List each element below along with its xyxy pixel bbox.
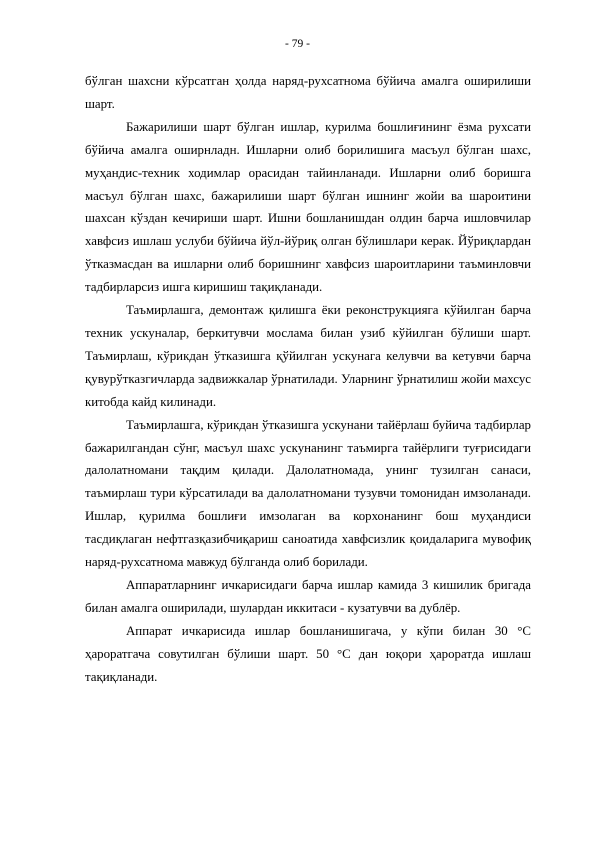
paragraph-temperature-limits: Аппарат ичкарисида ишлар бошланишигача, у кўпи билан 30 °С ҳароратгача совутилган бўлиши шарт. 50 °С дан юқори ҳароратда ишлаш тақиқланади. bbox=[85, 623, 531, 684]
document-body bbox=[85, 70, 531, 688]
paragraph-continuation: бўлган шахсни кўрсатган ҳолда наряд-рухсатнома бўйича амалга оширилиши шарт. bbox=[85, 74, 531, 111]
paragraph-repair-act: Таъмирлашга, кўрикдан ўтказишга ускунани тайёрлаш буйича тадбирлар бажарилгандан сўнг, масъул шахс ускунанинг таъмирга тайёрлиги туғрисидаги далолатномани тақдим қилади. Далолатномада, унинг тузилган санаси, таъмирлаш тури кўрсатилади ва далолатномани тузувчи томонидан имзоланади. Ишлар, қурилма бошлиғи имзолаган ва корхонанинг бош муҳандиси тасдиқлаган нефтгазқазибчиқариш саноатида хавфсизлик қоидаларига мувофиқ наряд-рухсатнома мавжуд бўлганда олиб борилади. bbox=[85, 417, 531, 570]
paragraph-brigade-composition: Аппаратларнинг ичкарисидаги барча ишлар камида 3 кишилик бригада билан амалга оширилади, шулардан иккитаси - кузатувчи ва дублёр. bbox=[85, 577, 531, 615]
page-number: - 79 - bbox=[285, 38, 310, 50]
paragraph-equipment-disconnection: Таъмирлашга, демонтаж қилишга ёки реконструкцияга кўйилган барча техник ускуналар, беркитувчи мослама билан узиб кўйилган бўлиши шарт. Таъмирлаш, кўрикдан ўтказишга қўйилган ускунага келувчи ва кетувчи барча қувурўтказгичларда задвижкалар ўрнатилади. Уларнинг ўрнатилиш жойи махсус китобда кайд килинади. bbox=[85, 303, 531, 409]
paragraph-work-authorization: Бажарилиши шарт бўлган ишлар, курилма бошлиғининг ёзма рухсати бўйича амалга оширнладн. Ишларни олиб борилишига масъул бўлган шахс, муҳандис-техник ходимлар орасидан тайинланади. Ишларни олиб боришга масъул бўлган шахс, бажарилиши шарт бўлган ишнинг жойи ва шароитини шахсан кўздан кечириши шарт. Ишни бошланишдан олдин барча ишловчилар хавфсиз ишлаш услуби бўйича йўл-йўриқ олган бўлишлари керак. Йўриқлардан ўтказмасдан ва ишларни олиб боришнинг хавфсиз шароитларини таъминловчи тадбирларсиз ишга киришиш тақиқланади. bbox=[85, 119, 531, 295]
